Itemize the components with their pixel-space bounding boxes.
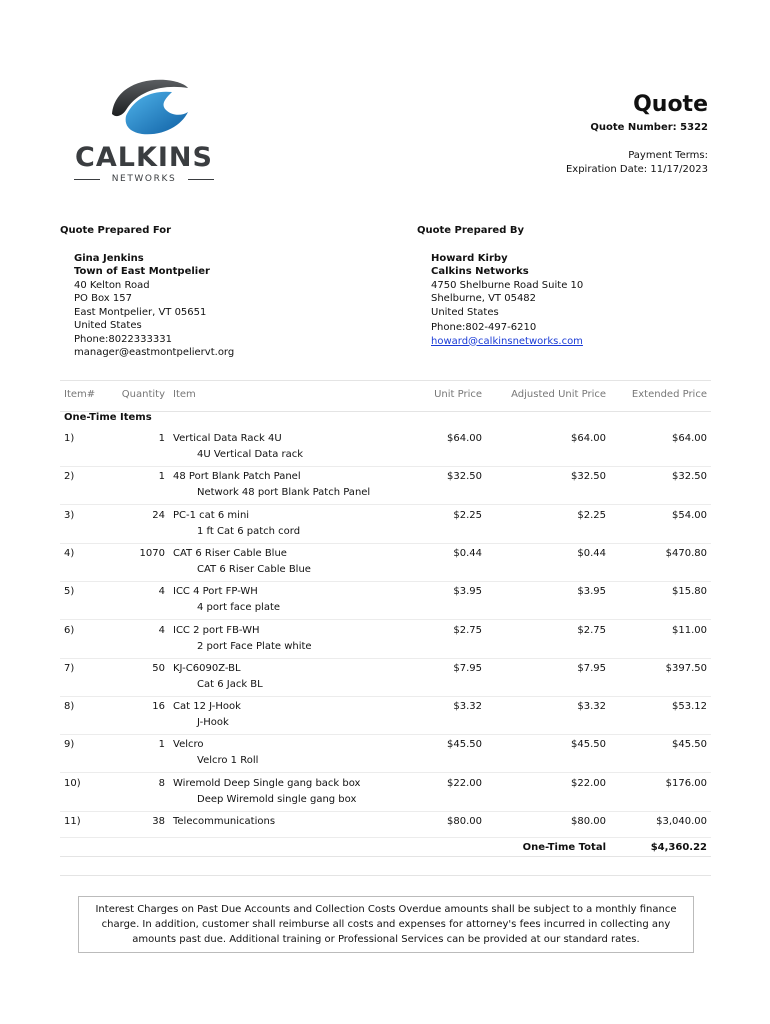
prepared-for-block bbox=[60, 224, 300, 360]
row-item: CAT 6 Riser Cable Blue bbox=[173, 548, 287, 559]
row-description: 1 ft Cat 6 patch cord bbox=[197, 526, 301, 537]
client-org: Town of East Montpelier bbox=[74, 266, 210, 277]
col-item: Item bbox=[173, 389, 196, 400]
row-extended-price: $397.50 bbox=[665, 663, 707, 674]
row-description: J-Hook bbox=[197, 717, 229, 728]
row-unit-price: $32.50 bbox=[447, 471, 482, 482]
row-item: ICC 2 port FB-WH bbox=[173, 625, 260, 636]
row-quantity: 50 bbox=[152, 663, 165, 674]
rep-email-link[interactable]: howard@calkinsnetworks.com bbox=[431, 335, 583, 347]
row-quantity: 24 bbox=[152, 510, 165, 521]
row-adjusted-price: $80.00 bbox=[571, 816, 606, 827]
row-adjusted-price: $22.00 bbox=[571, 778, 606, 789]
payment-terms: Payment Terms: bbox=[628, 150, 708, 161]
rep-address1: 4750 Shelburne Road Suite 10 bbox=[431, 279, 584, 291]
table-row bbox=[60, 811, 711, 838]
client-city: East Montpelier, VT 05651 bbox=[74, 306, 207, 318]
row-quantity: 16 bbox=[152, 701, 165, 712]
row-unit-price: $3.95 bbox=[453, 586, 482, 597]
table-row bbox=[60, 543, 711, 582]
col-unit-price: Unit Price bbox=[434, 389, 482, 400]
expiration-date: Expiration Date: 11/17/2023 bbox=[565, 164, 708, 175]
total-row bbox=[60, 836, 711, 857]
row-adjusted-price: $7.95 bbox=[577, 663, 606, 674]
row-adjusted-price: $2.75 bbox=[577, 625, 606, 636]
row-unit-price: $0.44 bbox=[453, 548, 482, 559]
row-extended-price: $45.50 bbox=[672, 739, 707, 750]
row-extended-price: $3,040.00 bbox=[656, 816, 707, 827]
prepared-by-block bbox=[417, 224, 657, 348]
table-row bbox=[60, 505, 711, 544]
terms-note: Interest Charges on Past Due Accounts and Collection Costs Overdue amounts shall be subject to a monthly finance charge. In addition, customer shall reimburse all costs and expenses for attorney's fees incurred in collecting any amounts past due. Additional training or Professional Services can be provided at our standard rates. bbox=[78, 896, 694, 953]
row-index: 5) bbox=[64, 586, 75, 597]
rep-name: Howard Kirby bbox=[431, 252, 508, 264]
client-address1: 40 Kelton Road bbox=[74, 279, 150, 291]
logo-wordmark: CALKINS bbox=[75, 142, 213, 173]
company-logo bbox=[68, 76, 220, 186]
row-extended-price: $15.80 bbox=[672, 586, 707, 597]
prepared-by-heading: Quote Prepared By bbox=[417, 225, 524, 236]
row-adjusted-price: $3.32 bbox=[577, 701, 606, 712]
row-description: Velcro 1 Roll bbox=[197, 755, 259, 766]
table-row bbox=[60, 734, 711, 773]
row-unit-price: $80.00 bbox=[447, 816, 482, 827]
row-extended-price: $470.80 bbox=[665, 548, 707, 559]
row-index: 6) bbox=[64, 625, 75, 636]
row-index: 3) bbox=[64, 510, 75, 521]
row-index: 8) bbox=[64, 701, 75, 712]
row-unit-price: $45.50 bbox=[447, 739, 482, 750]
row-index: 9) bbox=[64, 739, 75, 750]
row-extended-price: $53.12 bbox=[672, 701, 707, 712]
row-item: ICC 4 Port FP-WH bbox=[173, 586, 258, 597]
logo-subtitle: NETWORKS bbox=[111, 174, 177, 184]
row-extended-price: $176.00 bbox=[665, 778, 707, 789]
row-item: Cat 12 J-Hook bbox=[173, 701, 241, 712]
client-name: Gina Jenkins bbox=[74, 252, 144, 264]
table-row bbox=[60, 581, 711, 620]
total-label: One-Time Total bbox=[522, 842, 606, 853]
total-value: $4,360.22 bbox=[650, 842, 707, 853]
row-item: Velcro bbox=[173, 739, 204, 750]
client-email: manager@eastmontpeliervt.org bbox=[74, 347, 235, 358]
row-index: 2) bbox=[64, 471, 75, 482]
page-title: Quote bbox=[633, 92, 708, 117]
client-country: United States bbox=[74, 320, 142, 331]
row-item: Telecommunications bbox=[173, 816, 276, 827]
row-index: 4) bbox=[64, 548, 75, 559]
row-description: CAT 6 Riser Cable Blue bbox=[197, 564, 311, 575]
row-item: Vertical Data Rack 4U bbox=[173, 433, 282, 444]
row-description: Deep Wiremold single gang box bbox=[197, 794, 357, 805]
table-row bbox=[60, 620, 711, 659]
section-title: One-Time Items bbox=[64, 412, 152, 423]
row-quantity: 1 bbox=[158, 471, 165, 482]
row-quantity: 4 bbox=[158, 586, 165, 597]
row-adjusted-price: $64.00 bbox=[571, 433, 606, 444]
row-item: PC-1 cat 6 mini bbox=[173, 510, 250, 521]
client-phone: Phone:8022333331 bbox=[74, 333, 172, 345]
client-address2: PO Box 157 bbox=[74, 293, 132, 304]
table-header bbox=[60, 380, 711, 412]
row-extended-price: $54.00 bbox=[672, 510, 707, 521]
row-description: Network 48 port Blank Patch Panel bbox=[197, 487, 371, 498]
row-extended-price: $11.00 bbox=[672, 625, 707, 636]
table-row bbox=[60, 428, 711, 467]
table-row bbox=[60, 696, 711, 735]
prepared-for-heading: Quote Prepared For bbox=[60, 225, 172, 236]
row-description: 4 port face plate bbox=[197, 602, 281, 613]
quote-number: Quote Number: 5322 bbox=[590, 122, 708, 133]
row-adjusted-price: $3.95 bbox=[577, 586, 606, 597]
row-quantity: 8 bbox=[158, 778, 165, 789]
row-unit-price: $7.95 bbox=[453, 663, 482, 674]
row-description: 2 port Face Plate white bbox=[197, 641, 312, 652]
row-quantity: 4 bbox=[158, 625, 165, 636]
quote-terms bbox=[566, 149, 708, 177]
row-quantity: 1 bbox=[158, 433, 165, 444]
row-extended-price: $32.50 bbox=[672, 471, 707, 482]
row-item: Wiremold Deep Single gang back box bbox=[173, 778, 361, 789]
rep-country: United States bbox=[431, 306, 499, 318]
row-adjusted-price: $0.44 bbox=[577, 548, 606, 559]
logo-swoosh-icon bbox=[68, 76, 220, 146]
row-adjusted-price: $45.50 bbox=[571, 739, 606, 750]
divider bbox=[60, 875, 711, 876]
col-quantity: Quantity bbox=[121, 389, 165, 400]
row-unit-price: $3.32 bbox=[453, 701, 482, 712]
row-adjusted-price: $2.25 bbox=[577, 510, 606, 521]
row-description: 4U Vertical Data rack bbox=[197, 449, 304, 460]
table-row bbox=[60, 773, 711, 812]
row-adjusted-price: $32.50 bbox=[571, 471, 606, 482]
row-item: KJ-C6090Z-BL bbox=[173, 663, 241, 674]
row-unit-price: $2.25 bbox=[453, 510, 482, 521]
row-unit-price: $2.75 bbox=[453, 625, 482, 636]
col-adjusted-unit-price: Adjusted Unit Price bbox=[511, 389, 606, 400]
row-quantity: 1070 bbox=[139, 548, 165, 559]
row-unit-price: $22.00 bbox=[447, 778, 482, 789]
rep-city: Shelburne, VT 05482 bbox=[431, 293, 537, 304]
row-index: 7) bbox=[64, 663, 75, 674]
row-index: 10) bbox=[64, 778, 81, 789]
row-unit-price: $64.00 bbox=[447, 433, 482, 444]
row-extended-price: $64.00 bbox=[672, 433, 707, 444]
row-quantity: 1 bbox=[158, 739, 165, 750]
rep-phone: Phone:802-497-6210 bbox=[431, 322, 537, 333]
row-index: 1) bbox=[64, 433, 75, 444]
col-extended-price: Extended Price bbox=[631, 389, 707, 400]
table-row bbox=[60, 466, 711, 505]
table-row bbox=[60, 658, 711, 697]
rep-org: Calkins Networks bbox=[431, 266, 529, 277]
row-item: 48 Port Blank Patch Panel bbox=[173, 471, 301, 482]
row-description: Cat 6 Jack BL bbox=[197, 679, 263, 690]
row-index: 11) bbox=[64, 816, 81, 827]
col-item-number: Item# bbox=[64, 389, 96, 400]
row-quantity: 38 bbox=[152, 816, 165, 827]
